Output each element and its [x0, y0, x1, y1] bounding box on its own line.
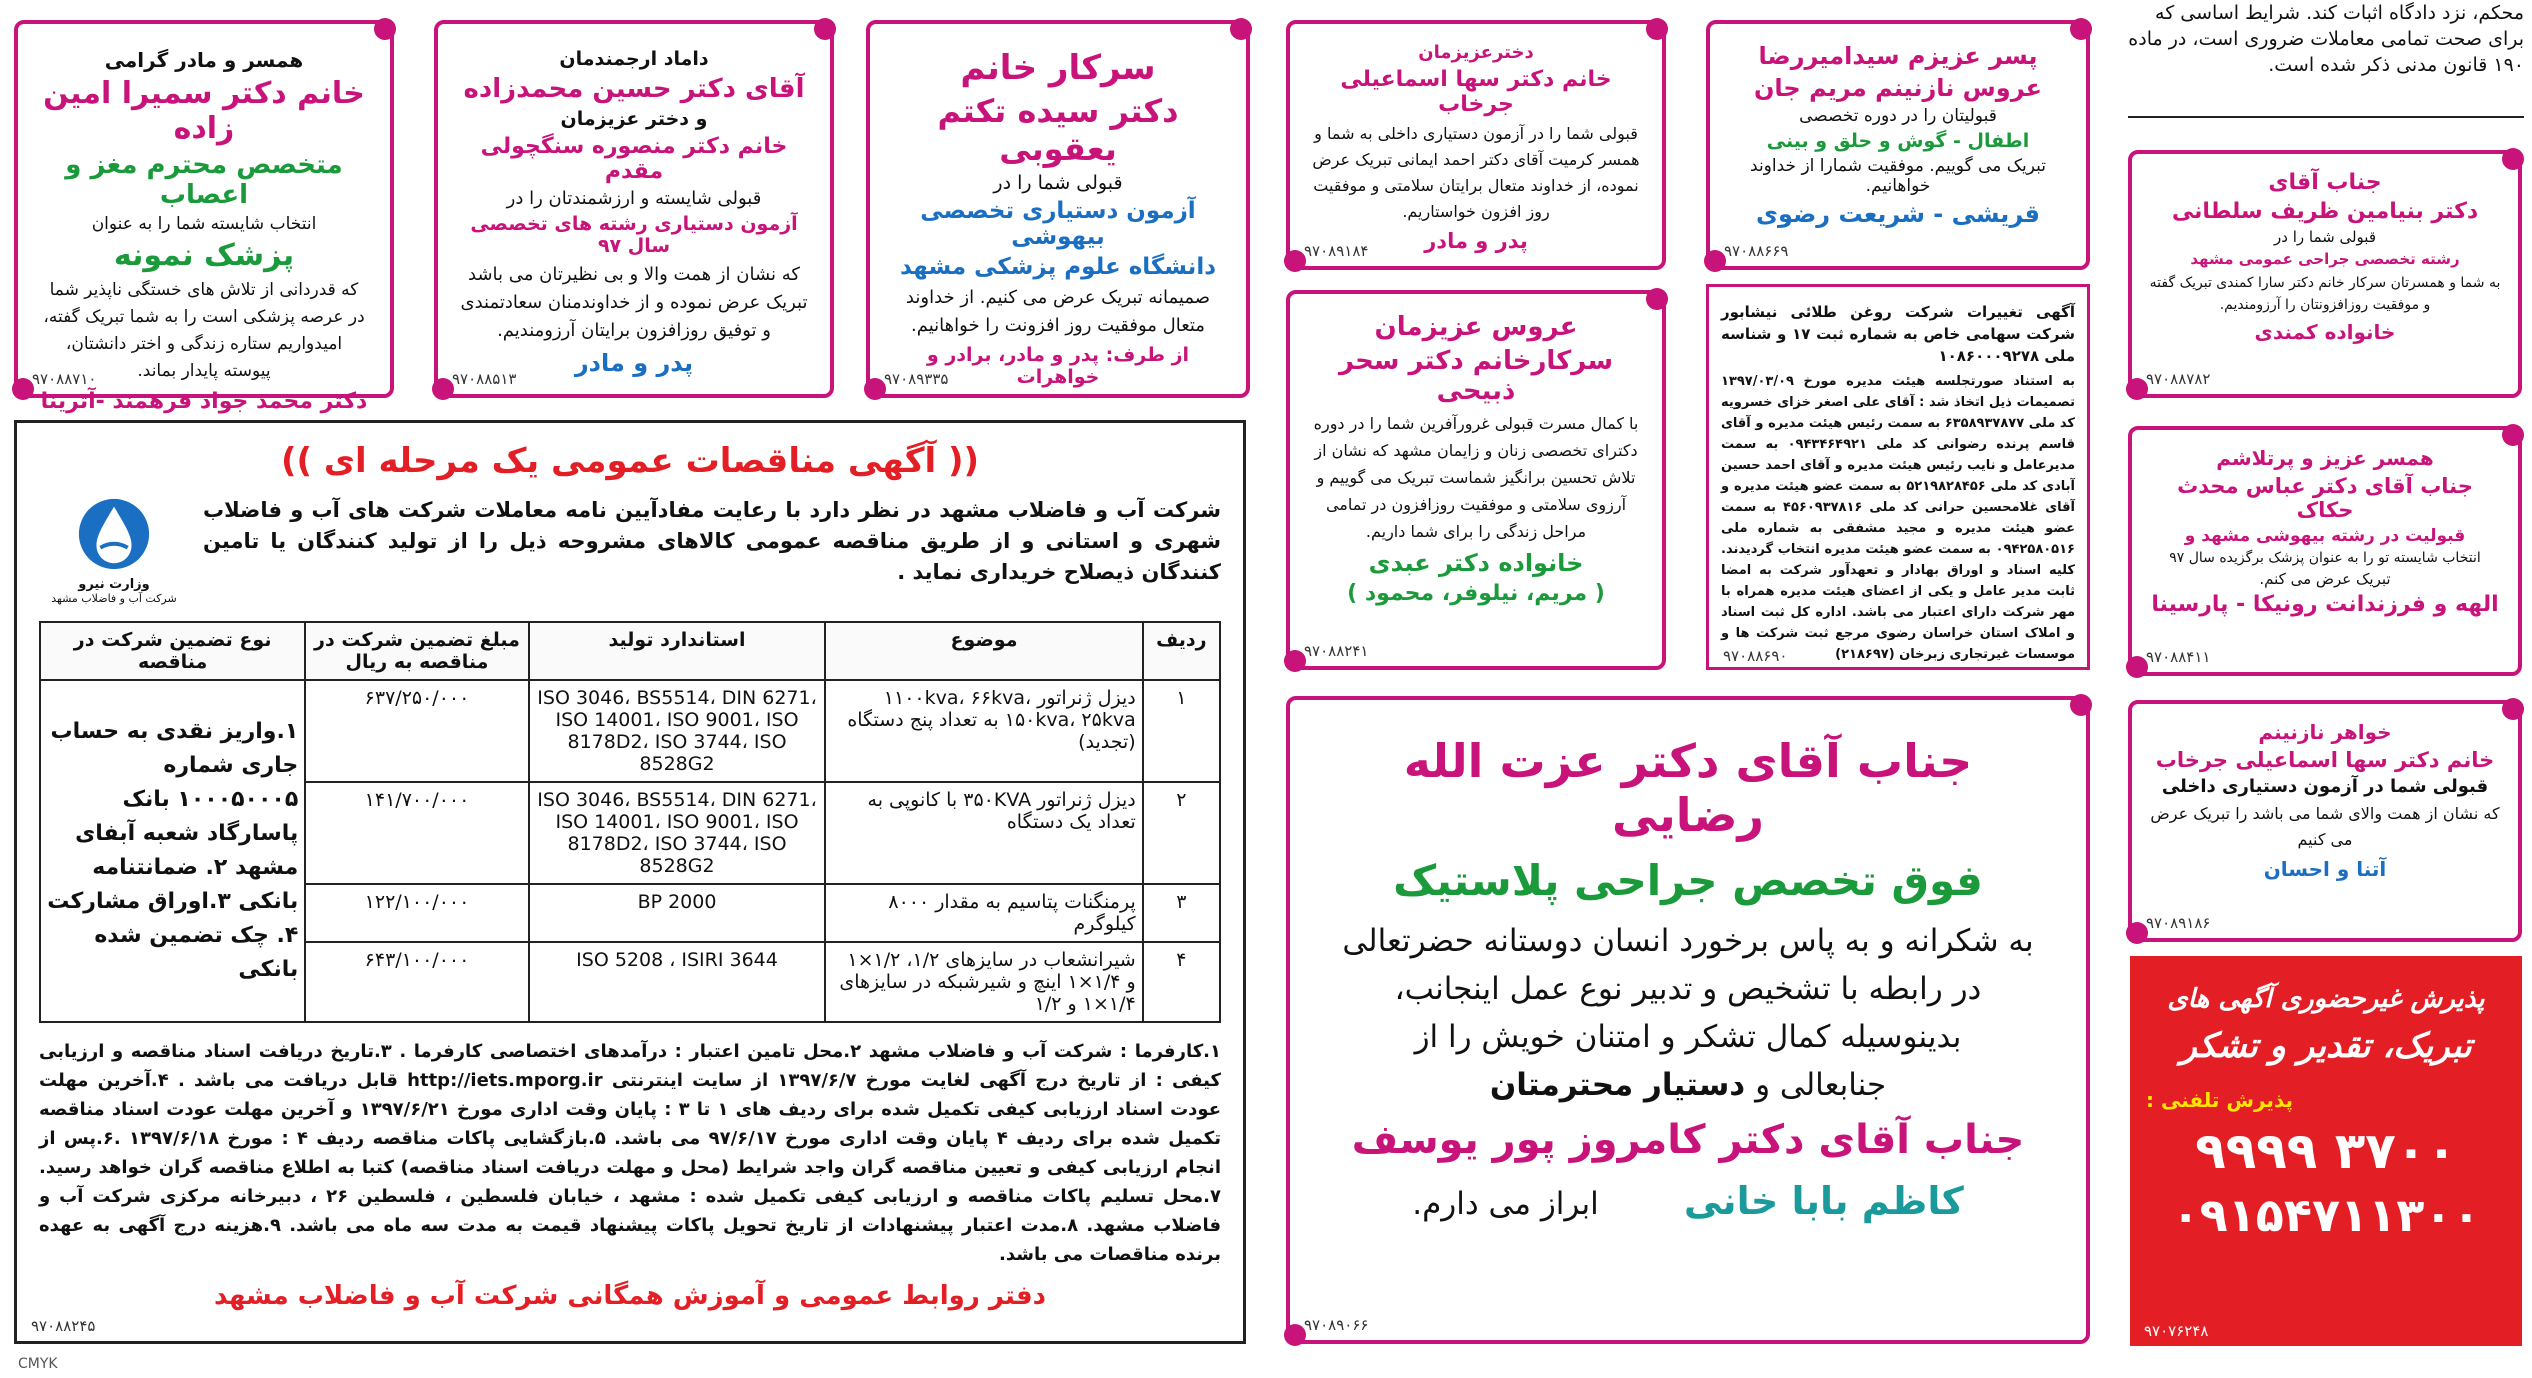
recipient-name: جناب آقای دکتر عباس محدث حکاک: [2177, 474, 2473, 522]
row-number: ۲: [1143, 782, 1220, 884]
card-heading: جناب آقای: [2268, 170, 2382, 195]
recipient-name: دکتر بنیامین ظریف سلطانی: [2171, 199, 2479, 224]
promo-phone: ۰۹۱۵۴۷۱۱۳۰۰: [2171, 1188, 2481, 1242]
recipient-title: متخصص محترم مغز و اعصاب: [65, 150, 343, 210]
company-changes-notice: [1706, 284, 2090, 670]
card-text: که قدردانی از تلاش های خستگی ناپذیر شما در عرصه پزشکی است را به شما تبریک گفته، امیدواریم ستاره زندگی و اختر دانشتان، پیوسته پایدار بماند.: [43, 280, 365, 381]
congrats-card-esmaeili-sister: [2128, 700, 2522, 942]
ad-code: ۹۷۰۸۸۷۱۰: [32, 370, 97, 388]
recipient-title: فوق تخصص جراحی پلاستیک: [1393, 856, 1983, 905]
specialty-name: رشته تخصصی جراحی عمومی مشهد: [2190, 250, 2460, 268]
column-header: مبلغ تضمین شرکت در مناقصه به ریال: [305, 622, 528, 680]
corner-ornament: [864, 378, 886, 400]
recipient-name: جناب آقای دکتر عزت الله رضایی: [1403, 734, 1973, 842]
row-standard: ISO 3046، BS5514، DIN 6271، ISO 14001، ISO 9001، ISO 8178D2، ISO 3744، ISO 8528G2: [529, 782, 826, 884]
row-standard: ISO 3046، BS5514، DIN 6271، ISO 14001، ISO 9001، ISO 8178D2، ISO 3744، ISO 8528G2: [529, 680, 826, 782]
card-text: قبولی شما را در: [2274, 228, 2376, 246]
ad-code: ۹۷۰۸۸۲۴۵: [31, 1317, 96, 1335]
row-subject: پرمنگنات پتاسیم به مقدار ۸۰۰۰ کیلوگرم: [825, 884, 1142, 942]
card-signature: پدر و مادر: [574, 349, 694, 377]
promo-phone: ۳۷۰۰ ۹۹۹۹: [2195, 1122, 2457, 1180]
divider: [2128, 116, 2524, 118]
thanks-text: در رابطه با تشخیص و تدبیر نوع عمل اینجانب،: [1394, 971, 1982, 1007]
corner-ornament: [2126, 378, 2148, 400]
card-signature: کاظم بابا خانی: [1683, 1179, 1964, 1223]
card-signature: الهه و فرزندانت رونیکا - پارسینا: [2151, 592, 2499, 617]
column-header: نوع تضمین شرکت در مناقصه: [40, 622, 305, 680]
card-text: قبولی شما را در آزمون دستیاری داخلی به شما و همسر کرمیت آقای دکتر احمد ایمانی تبریک عرض نموده، از خداوند متعال برایتان سلامتی و موفقیت روز افزون خواستاریم.: [1312, 124, 1640, 221]
recipient-name: خانم دکتر منصوره سنگچولی مقدم: [480, 134, 788, 184]
promo-heading: پذیرش غیرحضوری آگهی های: [2167, 984, 2485, 1014]
tender-footer-text: ۱.کارفرما : شرکت آب و فاضلاب مشهد ۲.محل تامین اعتبار : درآمدهای اختصاصی کارفرما . ۳.تاریخ دریافت اسناد مناقصه و ارزیابی کیفی : از تاریخ درج آگهی لغایت مورخ ۱۳۹۷/۶/۷ از سایت اینترنتی http://iets.mporg.ir قابل دریافت می باشد . ۴.آخرین مهلت عودت اسناد ارزیابی کیفی تکمیل شده برای ردیف های ۱ تا ۳ : پایان وقت اداری مورخ ۱۳۹۷/۶/۲۱ و آخرین مهلت عودت اسناد مناقصه تکمیل شده برای ردیف ۴ پایان وقت اداری مورخ ۹۷/۶/۱۷ می باشد. ۵.بازگشایی پاکات مناقصه ردیف ۴ : مورخ ۱۳۹۷/۶/۱۸ .۶.پس از انجام ارزیابی کیفی و تعیین مناقصه گران واجد شرایط (محل و مهلت دریافت اسناد مناقصه) کتبا به اطلاع مناقصه گران خواهد رسید. ۷.محل تسلیم پاکات مناقصه و ارزیابی کیفی تکمیل شده : مشهد ، خیابان فلسطین ، فلسطین ۲۶ ، دبیرخانه مرکزی شرکت آب و فاضلاب مشهد. ۸.مدت اعتبار پیشنهادات از تاریخ تحویل پاکات پیشنهاد قیمت به مدت سه ماه می باشد. ۹.هزینه درج آگهی به عهده برنده مناقصات می باشد.: [39, 1041, 1222, 1265]
congrats-card-amirreza: [1706, 20, 2090, 270]
corner-ornament: [2502, 148, 2524, 170]
ad-code: ۹۷۰۸۸۷۸۲: [2146, 370, 2211, 388]
recipient-name: عروس نازنینم مریم جان: [1753, 74, 2043, 102]
card-signature: خانواده دکتر عبدی: [1368, 549, 1584, 577]
card-text: قبولیت در رشته بیهوشی مشهد و: [2184, 526, 2466, 546]
recipient-name: خانم دکتر سها اسماعیلی جرخاب: [2155, 748, 2495, 772]
row-number: ۳: [1143, 884, 1220, 942]
corner-ornament: [2070, 18, 2092, 40]
corner-ornament: [814, 18, 836, 40]
row-subject: دیزل ژنراتور ۳۵۰KVA با کانوپی به تعداد یک دستگاه: [825, 782, 1142, 884]
card-heading: همسر عزیز و پرتلاشم: [2216, 446, 2434, 470]
closing-line: [1320, 1179, 2056, 1223]
top-right-note: محکم، نزد دادگاه اثبات کند. شرایط اساسی که برای صحت تمامی معاملات ضروری است، در ماده ۱۹۰ قانون مدنی ذکر شده است.: [2128, 2, 2524, 76]
corner-ornament: [1284, 250, 1306, 272]
logo-text: وزارت نیرو: [78, 577, 150, 592]
column-header: ردیف: [1143, 622, 1220, 680]
thanks-text-part: ابراز می دارم.: [1412, 1186, 1599, 1222]
tender-title: (( آگهی مناقصات عمومی یک مرحله ای )): [280, 441, 980, 481]
award-name: پزشک نمونه: [113, 238, 295, 273]
card-heading: عروس عزیزمان: [1374, 312, 1578, 342]
corner-ornament: [1230, 18, 1252, 40]
ad-code: ۹۷۰۸۸۶۹۰: [1723, 647, 1788, 665]
print-mark: CMYK: [18, 1356, 58, 1372]
card-text: به شما و همسرتان سرکار خانم دکتر سارا کمندی تبریک گفته و موفقیت روزافزونتان را آرزومندیم.: [2149, 275, 2501, 313]
ad-code: ۹۷۰۷۶۲۴۸: [2144, 1322, 2209, 1340]
corner-ornament: [2070, 694, 2092, 716]
corner-ornament: [1704, 250, 1726, 272]
card-text: قبولی شما در آزمون دستیاری داخلی: [2161, 776, 2489, 797]
recipient-name: دکتر سیده تکتم یعقوبی: [937, 92, 1179, 168]
row-standard: BP 2000: [529, 884, 826, 942]
water-drop-icon: [75, 495, 153, 573]
congrats-card-yaghoubi: [866, 20, 1250, 398]
thanks-text: به شکرانه و به پاس برخورد انسان دوستانه حضرتعالی: [1342, 923, 2034, 959]
notice-body: به استناد صورتجلسه هیئت مدیره مورخ ۱۳۹۷/۰۳/۰۹ تصمیمات ذیل اتخاذ شد : آقای علی اصغر خزای خسرویه کد ملی ۶۳۵۸۹۳۷۸۷۷ به سمت رئیس هیئت مدیره و آقای قاسم پرنده رضوانی کد ملی ۰۹۴۳۴۶۴۹۲۱ به سمت مدیرعامل و نایب رئیس هیئت مدیره و آقای احمد حسین آبادی کد ملی ۵۲۱۹۸۲۸۴۵۶ به سمت عضو هیئت مدیره و آقای غلامحسین حرانی کد ملی ۴۵۶۰۹۳۷۸۱۶ به سمت عضو هیئت مدیره و مجید مشفقی به شماره ملی ۰۹۴۲۵۸۰۵۱۶ به سمت عضو هیئت مدیره انتخاب گردیدند. کلیه اسناد و اوراق بهادار و تعهدآور شرکت به امضا ثابت مدیر عامل و یکی از اعضای هیئت مدیره همراه با مهر شرکت دارای اعتبار می باشد. اداره کل ثبت اسناد و املاک استان خراسان رضوی مرجع ثبت شرکت ها و موسسات غیرتجاری زبرخان (۲۱۸۶۹۷): [1721, 374, 2076, 662]
row-amount: ۶۳۷/۲۵۰/۰۰۰: [305, 680, 528, 782]
tender-table: [39, 621, 1221, 1023]
assistant-label: دستیار محترمتان: [1489, 1067, 1746, 1103]
row-subject: شیرانشعاب در سایزهای ۱/۲، ۱/۲×۱ و ۱/۴×۱ اینچ و شیرشبکه در سایزهای ۱/۴×۱ و ۱/۲: [825, 942, 1142, 1022]
recipient-name: سرکارخانم دکتر سحر ذبیحی: [1338, 346, 1614, 406]
ad-code: ۹۷۰۸۸۵۱۳: [452, 370, 517, 388]
column-header: موضوع: [825, 622, 1142, 680]
card-heading: سرکار خانم: [960, 48, 1156, 88]
corner-ornament: [432, 378, 454, 400]
corner-ornament: [2502, 424, 2524, 446]
row-number: ۱: [1143, 680, 1220, 782]
specialty-name: اطفال - گوش و حلق و بینی: [1766, 130, 2030, 152]
corner-ornament: [374, 18, 396, 40]
card-text: صمیمانه تبریک عرض می کنیم. از خداوند متعال موفقیت روز افزونت را خواهانیم.: [905, 287, 1211, 336]
tender-signature: دفتر روابط عمومی و آموزش همگانی شرکت آب و فاضلاب مشهد: [213, 1281, 1047, 1311]
ad-code: ۹۷۰۸۹۳۳۵: [884, 370, 949, 388]
ad-code: ۹۷۰۸۸۶۶۹: [1724, 242, 1789, 260]
recipient-name: خانم دکتر سمیرا امین زاده: [43, 76, 365, 146]
recipient-name: خانم دکتر سها اسماعیلی جرخاب: [1340, 67, 1612, 117]
ad-code: ۹۷۰۸۹۱۸۶: [2146, 914, 2211, 932]
corner-ornament: [2502, 698, 2524, 720]
card-signature: آتنا و احسان: [2263, 857, 2387, 881]
card-signature: دکتر محمد جواد فرهمند -آترینا: [40, 389, 368, 414]
card-signature: خانواده کمندی: [2254, 320, 2396, 344]
card-text: که نشان از همت والای شما می باشد را تبریک عرض می کنیم: [2150, 804, 2500, 849]
congrats-card-esmaeili-parents: [1286, 20, 1666, 270]
corner-ornament: [2126, 656, 2148, 678]
guarantee-types: ۱.واریز نقدی به حساب جاری شماره ۱۰۰۰۵۰۰۰۵ بانک پاسارگاد شعبه آبفای مشهد ۲. ضمانتنامه بانکی ۳.اوراق مشارکت ۴. چک تضمین شده بانکی: [40, 680, 305, 1022]
row-number: ۴: [1143, 942, 1220, 1022]
congrats-card-zabihi: [1286, 290, 1666, 670]
table-header-row: [40, 622, 1220, 680]
card-text: با کمال مسرت قبولی غرورآفرین شما را در دوره دکترای تخصصی زنان و زایمان مشهد که نشان از تلاش تحسین برانگیز شماست تبریک می گوییم و آرزوی سلامتی و موفقیت روزافزون در تمامی مراحل زندگی را برای شما داریم.: [1313, 414, 1639, 541]
corner-ornament: [1646, 288, 1668, 310]
card-heading: پسر عزیزم سیدامیررضا: [1758, 42, 2038, 70]
exam-name: آزمون دستیاری تخصصی بیهوشی: [920, 198, 1196, 250]
card-text: انتخاب شایسته شما را به عنوان: [91, 214, 317, 234]
row-subject: دیزل ژنراتور ۱۱۰۰kva، ۶۶kva، ۱۵۰kva، ۲۵kva به تعداد پنج دستگاه (تجدید): [825, 680, 1142, 782]
card-signature: پدر و مادر: [1424, 229, 1528, 253]
card-heading: و دختر عزیزمان: [560, 108, 708, 130]
thanks-text: [1320, 1067, 2056, 1103]
row-amount: ۶۴۳/۱۰۰/۰۰۰: [305, 942, 528, 1022]
table-row: [40, 680, 1220, 782]
card-heading: همسر و مادر گرامی: [104, 48, 304, 72]
signatory-names: ( مریم، نیلوفر، محمود ): [1347, 581, 1605, 606]
congrats-card-mohaddes: [2128, 426, 2522, 676]
corner-ornament: [2126, 922, 2148, 944]
thanks-text: بدینوسیله کمال تشکر و امتنان خویش را از: [1414, 1019, 1962, 1055]
card-text: قبولی شما را در: [993, 172, 1123, 194]
card-text: قبولی شایسته و ارزشمندتان را در: [506, 188, 762, 209]
card-heading: دخترعزیزمان: [1418, 42, 1534, 63]
card-signature: قریشی - شریعت رضوی: [1756, 200, 2040, 228]
card-signature: از طرف: پدر و مادر، برادر و خواهرات: [926, 344, 1190, 388]
recipient-name: آقای دکتر حسین محمدزاده: [463, 74, 805, 104]
ad-code: ۹۷۰۸۸۴۱۱: [2146, 648, 2211, 666]
ad-code: ۹۷۰۸۸۲۴۱: [1304, 642, 1369, 660]
corner-ornament: [1646, 18, 1668, 40]
promo-phone-label: پذیرش تلفنی :: [2146, 1088, 2294, 1112]
water-company-logo: [39, 495, 189, 605]
corner-ornament: [1284, 650, 1306, 672]
row-standard: ISO 5208 ، ISIRI 3644: [529, 942, 826, 1022]
ad-code: ۹۷۰۸۹۱۸۴: [1304, 242, 1369, 260]
university-name: دانشگاه علوم پزشکی مشهد: [899, 254, 1217, 280]
card-heading: خواهر نازنینم: [2258, 720, 2392, 744]
card-text: انتخاب شایسته تو را به عنوان پزشک برگزیده سال ۹۷: [2169, 550, 2481, 566]
tender-notice: [14, 420, 1246, 1344]
promo-ad-box: [2130, 956, 2522, 1346]
corner-ornament: [1284, 1324, 1306, 1346]
card-heading: داماد ارجمندمان: [559, 48, 709, 70]
card-text: تبریک می گوییم. موفقیت شمارا از خداوند خواهانیم.: [1750, 156, 2046, 196]
assistant-name: جناب آقای دکتر کامروز پور یوسف: [1351, 1117, 2025, 1163]
notice-title: آگهی تغییرات شرکت روغن طلائی نیشابور شرکت سهامی خاص به شماره ثبت ۱۷ و شناسه ملی ۱۰۸۶۰۰۰۹۲۷۸: [1721, 303, 2075, 365]
column-header: استاندارد تولید: [529, 622, 826, 680]
row-amount: ۱۲۲/۱۰۰/۰۰۰: [305, 884, 528, 942]
logo-subtext: شرکت آب و فاضلاب مشهد: [51, 592, 177, 605]
card-text: که نشان از همت والا و بی نظیرتان می باشد تبریک عرض نموده و از خداوندمنان سعادتمندی و توفیق روزافزون برایتان آرزومندیم.: [460, 264, 808, 341]
tender-intro: شرکت آب و فاضلاب مشهد در نظر دارد با رعایت مفادآیین نامه معاملات شرکت های آب و فاضلاب شهری و استانی و از طریق مناقصه عمومی کالاهای مشروحه ذیل را از تولید کنندگان یا تامین کنندگان ذیصلاح خریداری نماید .: [203, 498, 1221, 584]
card-text: قبولیتان را در دوره تخصصی: [1799, 106, 1997, 126]
exam-name: آزمون دستیاری رشته های تخصصی سال ۹۷: [470, 213, 798, 257]
congrats-card-zarif-soltani: [2128, 150, 2522, 398]
corner-ornament: [12, 378, 34, 400]
ad-code: ۹۷۰۸۹۰۶۶: [1304, 1316, 1369, 1334]
row-amount: ۱۴۱/۷۰۰/۰۰۰: [305, 782, 528, 884]
thanks-text-part: جنابعالی و: [1745, 1067, 1887, 1103]
congrats-card-amin-zadeh: [14, 20, 394, 414]
card-text: تبریک عرض می کنم.: [2259, 570, 2391, 588]
promo-subheading: تبریک، تقدیر و تشکر: [2180, 1026, 2472, 1066]
thanks-ad-rezaei: [1286, 696, 2090, 1344]
congrats-card-mohammadzadeh: [434, 20, 834, 398]
